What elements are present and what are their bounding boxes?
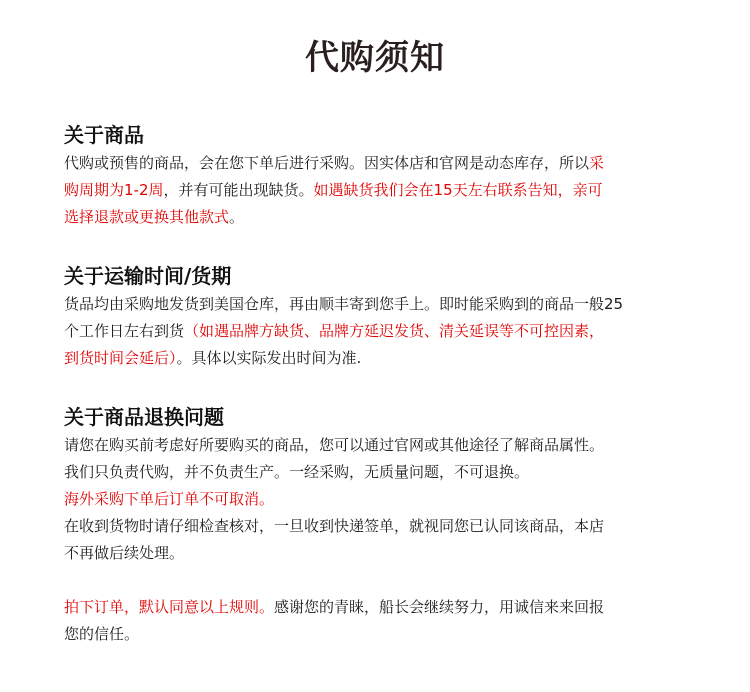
highlight-text: 海外采购下单后订单不可取消。	[64, 490, 275, 508]
section-heading: 关于商品退换问题	[64, 405, 224, 429]
section-heading: 关于商品	[64, 123, 144, 147]
paragraph-line	[64, 540, 694, 567]
text-span: 个工作日左右到货	[64, 322, 185, 340]
section-heading: 关于运输时间/货期	[64, 264, 232, 288]
paragraph-line	[64, 291, 694, 318]
paragraph-line	[64, 318, 694, 345]
text-span: 在收到货物时请仔细检查核对，一旦收到快递签单，就视同您已认同该商品，本店	[64, 517, 605, 535]
section-returns	[64, 402, 694, 567]
paragraph-line	[64, 594, 694, 621]
paragraph-line	[64, 204, 694, 231]
text-span: 我们只负责代购，并不负责生产。一经采购，无质量问题，不可退换。	[64, 463, 530, 481]
highlight-text: 采	[589, 154, 605, 172]
highlight-text: 购周期为1-2周	[64, 181, 164, 199]
text-span: 。	[229, 208, 245, 226]
section-shipping-time	[64, 261, 694, 372]
paragraph-line	[64, 459, 694, 486]
highlight-text: 选择退款或更换其他款式	[64, 208, 230, 226]
highlight-text: 拍下订单，默认同意以上规则。	[64, 598, 275, 616]
text-span: 请您在购买前考虑好所要购买的商品，您可以通过官网或其他途径了解商品属性。	[64, 436, 605, 454]
highlight-text: 到货时间会延后）	[64, 349, 177, 367]
section-about-products	[64, 120, 694, 231]
page-title: 代购须知	[305, 38, 445, 78]
text-span: ，并有可能出现缺货。	[163, 181, 314, 199]
paragraph-line	[64, 432, 694, 459]
closing-note	[64, 594, 694, 648]
text-span: 代购或预售的商品，会在您下单后进行采购。因实体店和官网是动态库存，所以	[64, 154, 590, 172]
text-span: 货品均由采购地发货到美国仓库，再由顺丰寄到您手上。即时能采购到的商品一般25	[64, 295, 624, 313]
paragraph-line	[64, 486, 694, 513]
paragraph-line	[64, 177, 694, 204]
text-span: 。具体以实际发出时间为准.	[176, 349, 362, 367]
paragraph-line	[64, 150, 694, 177]
highlight-text: 如遇缺货我们会在15天左右联系告知，亲可	[313, 181, 603, 199]
text-span: 感谢您的青睐，船长会继续努力，用诚信来来回报	[274, 598, 605, 616]
paragraph-line	[64, 345, 694, 372]
highlight-text: （如遇品牌方缺货、品牌方延迟发货、清关延误等不可控因素，	[184, 322, 605, 340]
text-span: 您的信任。	[64, 625, 140, 643]
text-span: 不再做后续处理。	[64, 544, 185, 562]
paragraph-line	[64, 513, 694, 540]
paragraph-line	[64, 621, 694, 648]
